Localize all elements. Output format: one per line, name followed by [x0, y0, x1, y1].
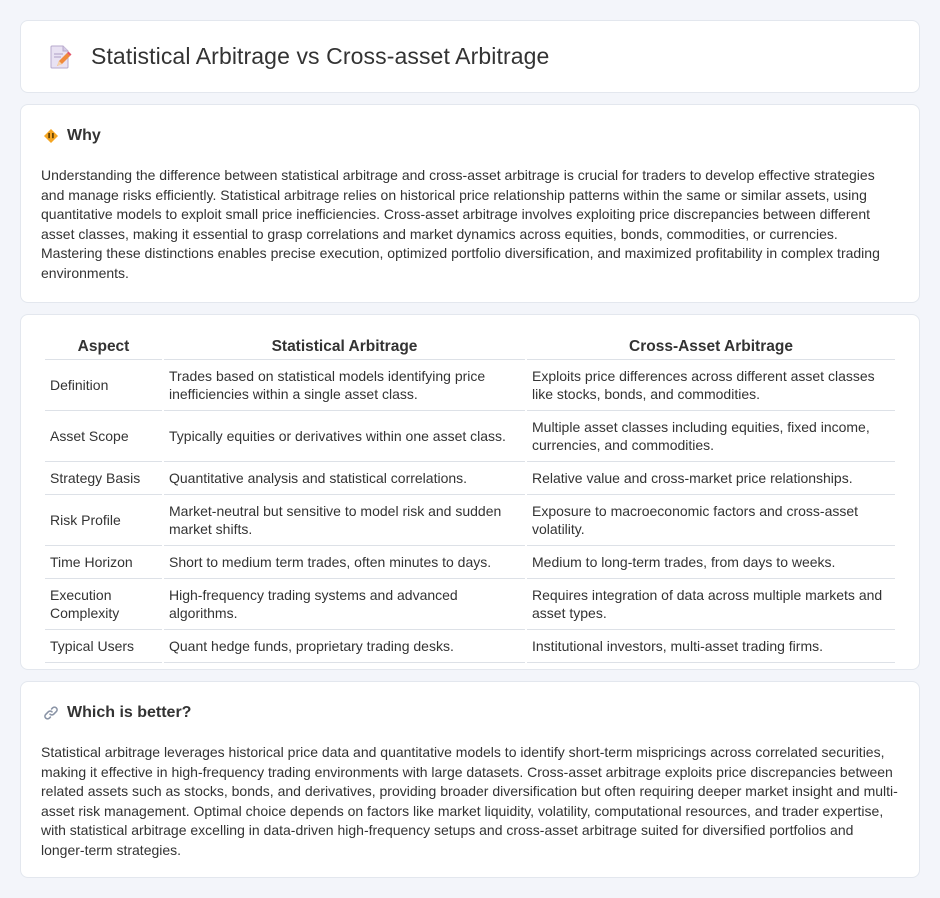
header-aspect: Aspect: [45, 335, 162, 360]
cross-asset-cell: Medium to long-term trades, from days to weeks.: [527, 546, 895, 579]
which-section: [20, 681, 920, 878]
statistical-cell: Short to medium term trades, often minutes to days.: [164, 546, 525, 579]
page-title: Statistical Arbitrage vs Cross-asset Arbitrage: [91, 43, 550, 69]
link-icon: [43, 705, 59, 721]
why-body: Understanding the difference between statistical arbitrage and cross-asset arbitrage is crucial for traders to develop effective strategies and manage risks efficiently. Statistical arbitrage relies on historical price relationship patterns within the same or similar assets, using quantitative models to exploit small price inefficiencies. Cross-asset arbitrage involves exploiting price discrepancies between different asset classes, making it essential to grasp correlations and market dynamics across equities, bonds, commodities, or currencies. Mastering these distinctions enables precise execution, optimized portfolio diversification, and maximized profitability in complex trading environments.: [41, 167, 880, 281]
why-title: Why: [67, 127, 101, 144]
which-title: Which is better?: [67, 704, 192, 721]
table-row: [45, 360, 895, 411]
aspect-cell: Strategy Basis: [45, 462, 162, 495]
table-row: [45, 495, 895, 546]
statistical-cell: Market-neutral but sensitive to model risk and sudden market shifts.: [164, 495, 525, 546]
statistical-cell: High-frequency trading systems and advanced algorithms.: [164, 579, 525, 630]
header-statistical: Statistical Arbitrage: [164, 335, 525, 360]
which-body: Statistical arbitrage leverages historical price data and quantitative models to identify short-term mispricings across correlated securities, making it effective in high-frequency trading environments with large datasets. Cross-asset arbitrage exploits price discrepancies between related assets such as stocks, bonds, and derivatives, providing broader diversification but often requiring deeper market insight and multi-asset risk management. Optimal choice depends on factors like market liquidity, volatility, computational resources, and trader expertise, with statistical arbitrage excelling in data-driven high-frequency setups and cross-asset arbitrage suited for diversified portfolios and longer-term strategies.: [41, 744, 898, 858]
cross-asset-cell: Exploits price differences across different asset classes like stocks, bonds, and commodities.: [527, 360, 895, 411]
aspect-cell: Execution Complexity: [45, 579, 162, 630]
cross-asset-cell: Relative value and cross-market price relationships.: [527, 462, 895, 495]
cross-asset-cell: Institutional investors, multi-asset trading firms.: [527, 630, 895, 663]
aspect-cell: Time Horizon: [45, 546, 162, 579]
table-row: [45, 630, 895, 663]
warning-diamond-icon: [43, 128, 59, 144]
aspect-cell: Asset Scope: [45, 411, 162, 462]
table-row: [45, 411, 895, 462]
statistical-cell: Quantitative analysis and statistical correlations.: [164, 462, 525, 495]
statistical-cell: Typically equities or derivatives within one asset class.: [164, 411, 525, 462]
table-row: [45, 462, 895, 495]
cross-asset-cell: Exposure to macroeconomic factors and cross-asset volatility.: [527, 495, 895, 546]
why-section: [20, 104, 920, 303]
aspect-cell: Definition: [45, 360, 162, 411]
why-heading: [41, 127, 899, 145]
comparison-table-card: [20, 314, 920, 670]
statistical-cell: Trades based on statistical models identifying price inefficiencies within a single asset class.: [164, 360, 525, 411]
cross-asset-cell: Multiple asset classes including equities, fixed income, currencies, and commodities.: [527, 411, 895, 462]
document-pencil-icon: [45, 42, 75, 72]
header-cross-asset: Cross-Asset Arbitrage: [527, 335, 895, 360]
table-row: [45, 579, 895, 630]
table-row: [45, 546, 895, 579]
header-card: [20, 20, 920, 93]
which-heading: [41, 704, 899, 722]
comparison-table: [43, 335, 897, 663]
aspect-cell: Typical Users: [45, 630, 162, 663]
statistical-cell: Quant hedge funds, proprietary trading desks.: [164, 630, 525, 663]
cross-asset-cell: Requires integration of data across multiple markets and asset types.: [527, 579, 895, 630]
aspect-cell: Risk Profile: [45, 495, 162, 546]
table-header-row: [45, 335, 895, 360]
